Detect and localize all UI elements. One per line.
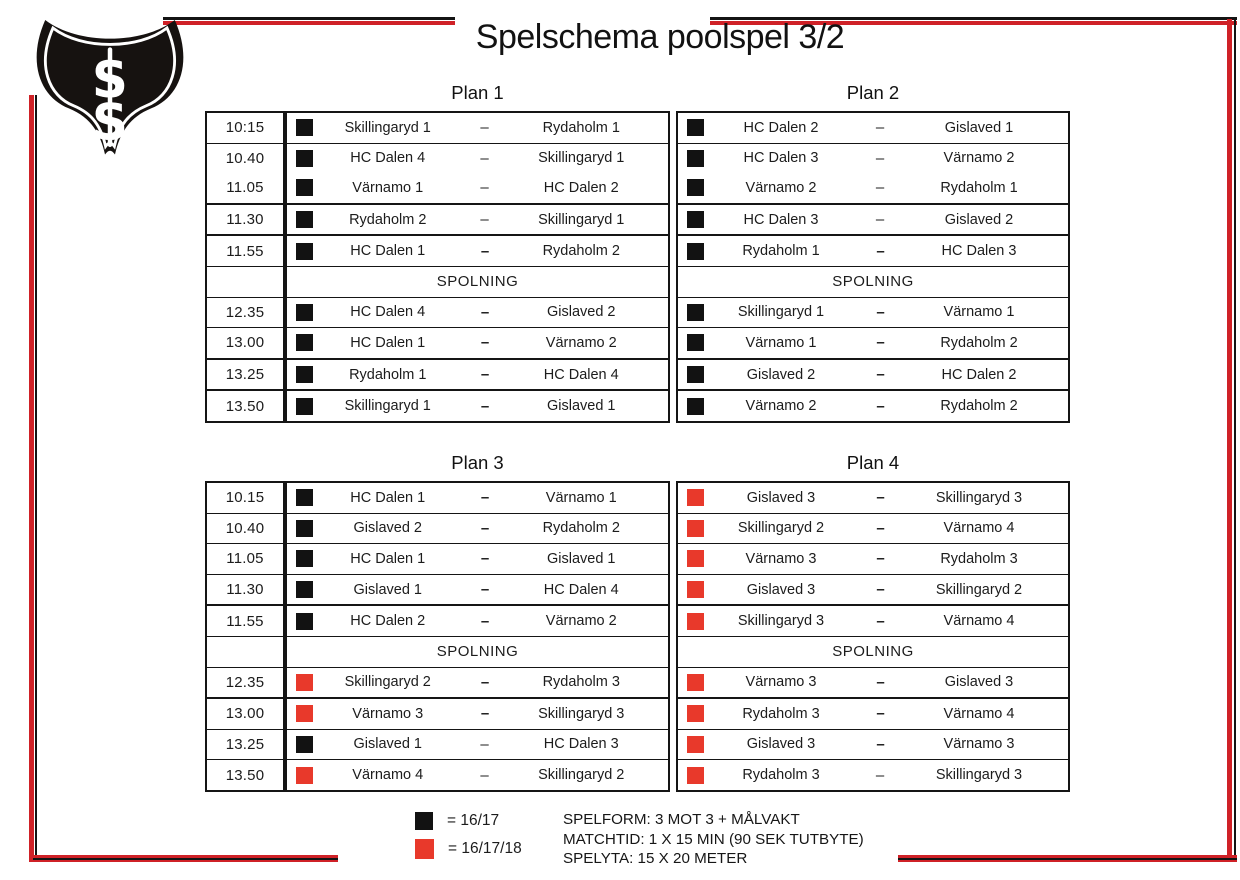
away-team: Gislaved 1	[546, 550, 616, 567]
versus-dash: –	[480, 489, 489, 507]
home-team: Skillingaryd 1	[344, 398, 431, 415]
time-cell: 11.30	[207, 575, 283, 607]
black-age-square-icon	[296, 581, 313, 598]
versus-dash: –	[876, 303, 884, 321]
match-row	[678, 298, 1068, 329]
away-team: Skillingaryd 1	[538, 150, 625, 167]
time-cell: 13.25	[207, 360, 283, 392]
home-team: Värnamo 3	[352, 705, 424, 722]
schedule-block-upper	[205, 78, 1070, 423]
home-team: Skillingaryd 1	[737, 304, 825, 321]
red-age-square-icon	[687, 674, 704, 691]
match-row	[287, 298, 668, 329]
versus-dash: –	[876, 612, 884, 630]
match-row	[287, 328, 668, 360]
time-cell: 10.15	[207, 483, 283, 514]
versus-dash: –	[876, 519, 884, 537]
versus-dash: –	[480, 211, 489, 229]
away-team: Rydaholm 2	[542, 520, 620, 537]
away-team: Skillingaryd 3	[538, 705, 625, 722]
away-team: Skillingaryd 3	[935, 489, 1023, 506]
versus-dash: –	[480, 179, 489, 197]
match-row	[678, 360, 1068, 392]
plan-headers	[205, 78, 1070, 104]
time-cell: 13.50	[225, 397, 265, 415]
time-cell: 13.00	[207, 328, 283, 360]
plan-table	[676, 111, 1070, 423]
frame-top-left-line	[163, 17, 455, 25]
home-team: HC Dalen 1	[350, 243, 426, 260]
frame-bottom-right-line	[898, 855, 1237, 862]
versus-dash: –	[480, 303, 489, 321]
legend-item	[415, 812, 522, 830]
time-cell: 11.05	[207, 544, 283, 575]
match-row	[678, 575, 1068, 607]
red-age-square-icon	[296, 767, 313, 784]
match-row	[287, 236, 668, 267]
match-row	[287, 730, 668, 761]
away-team: Skillingaryd 1	[538, 211, 625, 228]
home-team: Gislaved 3	[746, 736, 816, 753]
match-row	[678, 113, 1068, 144]
home-team: Värnamo 4	[352, 767, 424, 784]
home-team: HC Dalen 1	[350, 550, 426, 567]
black-age-square-icon	[296, 736, 313, 753]
versus-dash: –	[480, 397, 489, 415]
match-row	[287, 113, 668, 144]
away-team: Rydaholm 3	[542, 674, 620, 691]
versus-dash: –	[876, 705, 884, 723]
away-team: HC Dalen 3	[941, 243, 1017, 260]
versus-dash: –	[876, 334, 884, 352]
red-square-icon	[415, 839, 434, 859]
time-cell: 13.25	[207, 730, 283, 761]
away-team: HC Dalen 4	[543, 366, 619, 383]
black-age-square-icon	[296, 119, 313, 136]
away-team: Värnamo 2	[943, 150, 1015, 167]
club-crest-icon	[26, 10, 194, 162]
info-text	[563, 810, 864, 869]
time-cell-empty	[207, 637, 283, 668]
away-team: Gislaved 3	[944, 674, 1014, 691]
red-age-square-icon	[687, 705, 704, 722]
time-cell: 13.50	[225, 766, 265, 784]
black-age-square-icon	[296, 613, 313, 630]
versus-dash: –	[876, 550, 884, 568]
away-team: Värnamo 1	[943, 304, 1015, 321]
home-team: Rydaholm 1	[742, 243, 820, 260]
black-age-square-icon	[296, 304, 313, 321]
away-team: Gislaved 2	[944, 211, 1014, 228]
away-team: Gislaved 2	[546, 304, 616, 321]
black-age-square-icon	[687, 366, 704, 383]
time-cell: 12.35	[207, 668, 283, 700]
plan-title-label: Plan 2	[846, 82, 900, 103]
match-row	[678, 668, 1068, 700]
plan-title	[676, 82, 1070, 104]
versus-dash: –	[875, 211, 885, 229]
frame-left-line-black	[35, 95, 37, 862]
away-team: Värnamo 1	[545, 489, 617, 506]
schedule-block-lower	[205, 448, 1070, 792]
time-cell: 10.40	[207, 514, 283, 545]
info-line-spelyta: SPELYTA: 15 X 20 METER	[563, 850, 748, 867]
home-team: HC Dalen 1	[350, 489, 426, 506]
match-row	[287, 760, 668, 790]
home-team: Värnamo 2	[745, 398, 817, 415]
schedule-content	[205, 78, 1070, 792]
match-row	[678, 144, 1068, 174]
away-team: Värnamo 2	[545, 613, 617, 630]
away-team: Gislaved 1	[546, 398, 616, 415]
spolning-row: SPOLNING	[678, 637, 1068, 668]
home-team: HC Dalen 2	[350, 613, 426, 630]
home-team: HC Dalen 2	[743, 119, 819, 136]
black-age-square-icon	[687, 398, 704, 415]
away-team: Rydaholm 3	[940, 550, 1018, 567]
black-age-square-icon	[296, 334, 313, 351]
time-cell: 11.30	[207, 205, 283, 237]
time-cell: 10:15	[207, 113, 283, 144]
match-row	[287, 699, 668, 730]
red-age-square-icon	[687, 520, 704, 537]
home-team: Rydaholm 3	[742, 705, 820, 722]
page-title: Spelschema poolspel 3/2	[475, 18, 845, 56]
versus-dash: –	[480, 612, 489, 630]
time-cell-empty	[207, 267, 283, 298]
plan-headers	[205, 448, 1070, 474]
away-team: Värnamo 4	[943, 613, 1015, 630]
versus-dash: –	[480, 550, 489, 568]
home-team: Gislaved 1	[353, 736, 422, 753]
home-team: HC Dalen 3	[743, 150, 819, 167]
versus-dash: –	[480, 673, 489, 691]
plan-title-label: Plan 4	[846, 451, 900, 473]
versus-dash: –	[875, 119, 885, 137]
time-cell: 11.05	[207, 173, 283, 205]
match-row	[678, 730, 1068, 761]
home-team: Värnamo 1	[745, 334, 817, 351]
black-age-square-icon	[296, 150, 313, 167]
red-age-square-icon	[296, 674, 313, 691]
match-row	[287, 483, 668, 514]
match-row	[287, 144, 668, 174]
club-crest-logo	[26, 10, 194, 167]
time-column	[205, 111, 285, 423]
plan-table	[676, 481, 1070, 792]
versus-dash: –	[480, 519, 489, 537]
versus-dash: –	[480, 735, 489, 753]
home-team: Värnamo 2	[745, 179, 817, 196]
home-team: Skillingaryd 2	[344, 674, 431, 691]
versus-dash: –	[876, 489, 884, 507]
versus-dash: –	[875, 766, 885, 784]
spolning-row: SPOLNING	[287, 267, 668, 298]
time-cell: 11.55	[207, 606, 283, 637]
time-cell: 12.35	[207, 298, 283, 329]
away-team: Rydaholm 1	[940, 179, 1018, 196]
match-row	[287, 544, 668, 575]
home-team: Skillingaryd 2	[737, 520, 825, 537]
match-row	[678, 236, 1068, 267]
match-row	[287, 668, 668, 700]
plan-table	[285, 481, 670, 792]
versus-dash: –	[480, 705, 489, 723]
versus-dash: –	[876, 673, 884, 691]
black-age-square-icon	[296, 211, 313, 228]
versus-dash: –	[876, 581, 884, 599]
match-row	[678, 606, 1068, 637]
match-row	[287, 606, 668, 637]
frame-left-line	[29, 95, 34, 862]
away-team: Värnamo 4	[943, 520, 1015, 537]
black-age-square-icon	[296, 550, 313, 567]
plan-table	[285, 111, 670, 423]
away-team: Värnamo 3	[943, 736, 1015, 753]
away-team: Rydaholm 2	[940, 334, 1018, 351]
red-age-square-icon	[687, 736, 704, 753]
black-age-square-icon	[296, 243, 313, 260]
red-age-square-icon	[687, 767, 704, 784]
home-team: HC Dalen 3	[743, 211, 819, 228]
home-team: Skillingaryd 1	[344, 119, 431, 136]
match-row	[287, 575, 668, 607]
black-age-square-icon	[296, 398, 313, 415]
match-row	[678, 205, 1068, 237]
versus-dash: –	[480, 366, 489, 384]
home-team: Rydaholm 1	[349, 366, 427, 383]
frame-right-line	[1227, 19, 1232, 862]
plan-title-label: Plan 3	[451, 451, 504, 473]
away-team: HC Dalen 2	[941, 366, 1017, 383]
spolning-row: SPOLNING	[287, 637, 668, 668]
black-age-square-icon	[687, 243, 704, 260]
legend-label: = 16/17	[447, 812, 500, 829]
away-team: Rydaholm 2	[940, 398, 1018, 415]
away-team: Värnamo 2	[545, 334, 617, 351]
away-team: Gislaved 1	[944, 119, 1014, 136]
away-team: HC Dalen 3	[543, 736, 619, 753]
match-row	[678, 391, 1068, 421]
home-team: Gislaved 2	[746, 366, 816, 383]
black-age-square-icon	[687, 334, 704, 351]
away-team: Rydaholm 1	[542, 119, 620, 136]
home-team: HC Dalen 4	[350, 304, 426, 321]
versus-dash: –	[876, 366, 884, 384]
away-team: Skillingaryd 2	[935, 581, 1023, 598]
black-age-square-icon	[687, 304, 704, 321]
match-row	[678, 483, 1068, 514]
away-team: Skillingaryd 2	[538, 767, 625, 784]
home-team: Värnamo 1	[352, 179, 424, 196]
home-team: Skillingaryd 3	[737, 613, 825, 630]
time-cell: 13.00	[207, 699, 283, 730]
home-team: HC Dalen 4	[350, 150, 426, 167]
time-cell: 11.55	[207, 236, 283, 267]
versus-dash: –	[480, 766, 489, 784]
home-team: Gislaved 3	[746, 581, 816, 598]
black-age-square-icon	[296, 366, 313, 383]
match-row	[287, 205, 668, 237]
home-team: Rydaholm 2	[349, 211, 427, 228]
match-row	[287, 514, 668, 545]
red-age-square-icon	[296, 705, 313, 722]
versus-dash: –	[480, 334, 489, 352]
match-row	[678, 328, 1068, 360]
versus-dash: –	[480, 149, 489, 167]
legend-label: = 16/17/18	[448, 840, 522, 857]
time-cell: 10.40	[225, 149, 265, 167]
plan-title	[285, 82, 670, 104]
match-row	[678, 699, 1068, 730]
plan-title	[676, 452, 1070, 474]
match-row	[678, 514, 1068, 545]
black-age-square-icon	[687, 179, 704, 196]
red-age-square-icon	[687, 581, 704, 598]
svg-text:S: S	[92, 51, 128, 110]
away-team: Värnamo 4	[943, 705, 1015, 722]
versus-dash: –	[875, 149, 885, 167]
home-team: Värnamo 3	[745, 674, 817, 691]
frame-bottom-left-line	[33, 855, 338, 862]
frame-right-line-black	[1234, 17, 1236, 862]
home-team: Gislaved 1	[353, 581, 422, 598]
legend-item	[415, 839, 522, 859]
versus-dash: –	[875, 179, 885, 197]
plan-title	[285, 452, 670, 474]
black-age-square-icon	[296, 179, 313, 196]
black-age-square-icon	[687, 211, 704, 228]
home-team: Rydaholm 3	[742, 767, 820, 784]
black-age-square-icon	[687, 150, 704, 167]
plan-title-label: Plan 1	[451, 82, 504, 103]
match-row	[678, 544, 1068, 575]
versus-dash: –	[876, 242, 884, 260]
home-team: Gislaved 2	[353, 520, 422, 537]
red-age-square-icon	[687, 489, 704, 506]
away-team: Rydaholm 2	[542, 243, 620, 260]
tables-row	[205, 481, 1070, 792]
black-age-square-icon	[296, 520, 313, 537]
info-line-matchtid: MATCHTID: 1 X 15 MIN (90 SEK TUTBYTE)	[563, 830, 864, 848]
spolning-row: SPOLNING	[678, 267, 1068, 298]
red-age-square-icon	[687, 550, 704, 567]
info-line-spelform: SPELFORM: 3 MOT 3 + MÅLVAKT	[563, 811, 800, 828]
match-row	[287, 173, 668, 205]
home-team: Värnamo 3	[745, 550, 817, 567]
black-square-icon	[415, 812, 433, 830]
tables-row	[205, 111, 1070, 423]
versus-dash: –	[480, 119, 489, 137]
away-team: HC Dalen 4	[543, 581, 619, 598]
match-row	[678, 760, 1068, 790]
time-column	[205, 481, 285, 792]
match-row	[678, 173, 1068, 205]
versus-dash: –	[876, 397, 884, 415]
black-age-square-icon	[296, 489, 313, 506]
home-team: Gislaved 3	[746, 489, 816, 506]
away-team: HC Dalen 2	[543, 179, 619, 196]
match-row	[287, 360, 668, 392]
versus-dash: –	[876, 735, 884, 753]
svg-text:S: S	[92, 93, 128, 152]
versus-dash: –	[480, 242, 489, 260]
legend	[415, 812, 522, 868]
home-team: HC Dalen 1	[350, 334, 426, 351]
versus-dash: –	[480, 581, 489, 599]
red-age-square-icon	[687, 613, 704, 630]
match-row	[287, 391, 668, 421]
away-team: Skillingaryd 3	[935, 767, 1023, 784]
black-age-square-icon	[687, 119, 704, 136]
